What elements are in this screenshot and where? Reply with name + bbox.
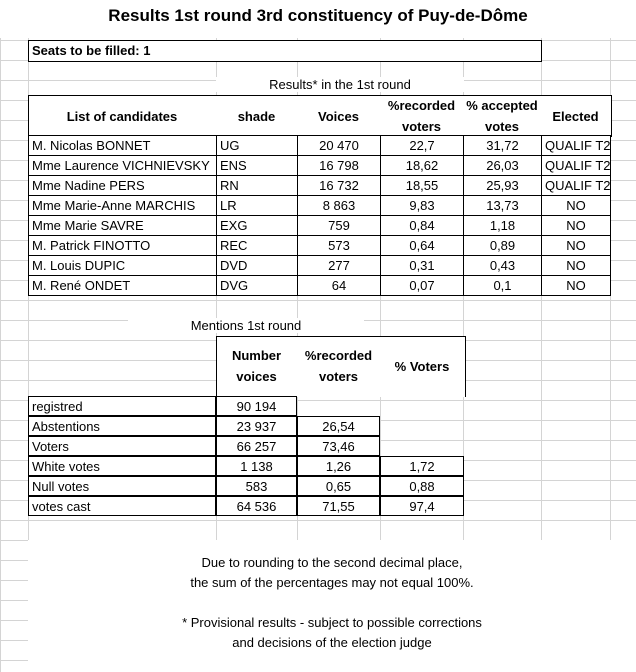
candidate-recorded: 18,62 — [381, 156, 464, 176]
candidate-shade: UG — [217, 136, 298, 156]
mention-label: White votes — [28, 456, 216, 476]
mention-label: Null votes — [28, 476, 216, 496]
candidate-voices: 573 — [298, 236, 381, 256]
mention-number: 1 138 — [216, 456, 297, 476]
candidate-elected: QUALIF T2 — [542, 176, 611, 196]
candidate-accepted: 26,03 — [464, 156, 542, 176]
candidate-accepted: 0,89 — [464, 236, 542, 256]
header-recorded-2: voters — [401, 119, 442, 134]
header-recorded-1: %recorded — [387, 98, 456, 113]
candidate-accepted: 0,1 — [464, 276, 542, 296]
candidate-row — [29, 156, 611, 176]
mention-number: 23 937 — [216, 416, 297, 436]
candidate-recorded: 9,83 — [381, 196, 464, 216]
candidate-recorded: 0,84 — [381, 216, 464, 236]
mention-label: Abstentions — [28, 416, 216, 436]
candidate-name: M. René ONDET — [29, 276, 217, 296]
candidate-elected: NO — [542, 196, 611, 216]
candidate-name: Mme Marie SAVRE — [29, 216, 217, 236]
candidate-row — [29, 136, 611, 156]
mention-number: 64 536 — [216, 496, 297, 516]
mention-number: 90 194 — [216, 396, 297, 416]
candidate-elected: NO — [542, 236, 611, 256]
page-title: Results 1st round 3rd constituency of Puy-de-Dôme — [108, 6, 528, 25]
candidate-recorded: 0,64 — [381, 236, 464, 256]
candidate-accepted: 0,43 — [464, 256, 542, 276]
mention-voters: 1,72 — [380, 456, 464, 476]
candidate-voices: 64 — [298, 276, 381, 296]
candidate-shade: REC — [217, 236, 298, 256]
candidate-recorded: 18,55 — [381, 176, 464, 196]
header-candidates: List of candidates — [66, 109, 178, 124]
candidate-name: M. Nicolas BONNET — [29, 136, 217, 156]
mention-label: Voters — [28, 436, 216, 456]
candidate-recorded: 0,31 — [381, 256, 464, 276]
candidate-recorded: 0,07 — [381, 276, 464, 296]
candidate-voices: 20 470 — [298, 136, 381, 156]
header-voices: Voices — [318, 109, 359, 124]
candidate-row — [29, 236, 611, 256]
candidate-elected: NO — [542, 276, 611, 296]
candidate-recorded: 22,7 — [381, 136, 464, 156]
mention-recorded: 1,26 — [297, 456, 380, 476]
header-mrecorded-1: %recorded — [304, 348, 373, 363]
mention-voters: 0,88 — [380, 476, 464, 496]
candidate-row — [29, 176, 611, 196]
candidate-row — [29, 216, 611, 236]
mentions-caption: Mentions 1st round — [128, 318, 364, 333]
candidate-voices: 16 732 — [298, 176, 381, 196]
candidate-voices: 277 — [298, 256, 381, 276]
mention-recorded: 73,46 — [297, 436, 380, 456]
candidate-accepted: 31,72 — [464, 136, 542, 156]
candidate-accepted: 13,73 — [464, 196, 542, 216]
candidate-row — [29, 276, 611, 296]
candidate-name: M. Patrick FINOTTO — [29, 236, 217, 256]
results-caption: Results* in the 1st round — [216, 77, 464, 92]
header-number-2: voices — [236, 369, 277, 384]
candidate-accepted: 25,93 — [464, 176, 542, 196]
mention-number: 66 257 — [216, 436, 297, 456]
candidate-row — [29, 256, 611, 276]
note-provisional-1: * Provisional results - subject to possible corrections — [182, 615, 482, 630]
header-mrecorded-2: voters — [318, 369, 359, 384]
mention-number: 583 — [216, 476, 297, 496]
header-voters: % Voters — [394, 359, 450, 374]
candidate-name: M. Louis DUPIC — [29, 256, 217, 276]
candidate-shade: DVG — [217, 276, 298, 296]
header-shade: shade — [237, 109, 276, 124]
candidate-voices: 759 — [298, 216, 381, 236]
note-provisional-2: and decisions of the election judge — [232, 635, 432, 650]
candidate-shade: EXG — [217, 216, 298, 236]
candidate-voices: 8 863 — [298, 196, 381, 216]
candidate-shade: ENS — [217, 156, 298, 176]
candidate-shade: LR — [217, 196, 298, 216]
candidate-name: Mme Marie-Anne MARCHIS — [29, 196, 217, 216]
mention-label: votes cast — [28, 496, 216, 516]
candidate-name: Mme Laurence VICHNIEVSKY — [29, 156, 217, 176]
results-table — [28, 135, 611, 296]
header-number-1: Number — [231, 348, 282, 363]
mention-voters: 97,4 — [380, 496, 464, 516]
candidate-voices: 16 798 — [298, 156, 381, 176]
candidate-elected: NO — [542, 216, 611, 236]
candidate-row — [29, 196, 611, 216]
header-elected: Elected — [552, 109, 599, 124]
mention-recorded: 0,65 — [297, 476, 380, 496]
seats-label: Seats to be filled: 1 — [32, 43, 151, 58]
mention-recorded: 26,54 — [297, 416, 380, 436]
candidate-elected: NO — [542, 256, 611, 276]
mention-label: registred — [28, 396, 216, 416]
note-rounding-1: Due to rounding to the second decimal place, — [201, 555, 463, 570]
candidate-name: Mme Nadine PERS — [29, 176, 217, 196]
note-rounding-2: the sum of the percentages may not equal 100%. — [190, 575, 474, 590]
header-accepted-2: votes — [485, 119, 519, 134]
candidate-shade: RN — [217, 176, 298, 196]
candidate-elected: QUALIF T2 — [542, 136, 611, 156]
candidate-shade: DVD — [217, 256, 298, 276]
candidate-elected: QUALIF T2 — [542, 156, 611, 176]
header-accepted-1: % accepted — [466, 98, 538, 113]
mention-recorded: 71,55 — [297, 496, 380, 516]
candidate-accepted: 1,18 — [464, 216, 542, 236]
